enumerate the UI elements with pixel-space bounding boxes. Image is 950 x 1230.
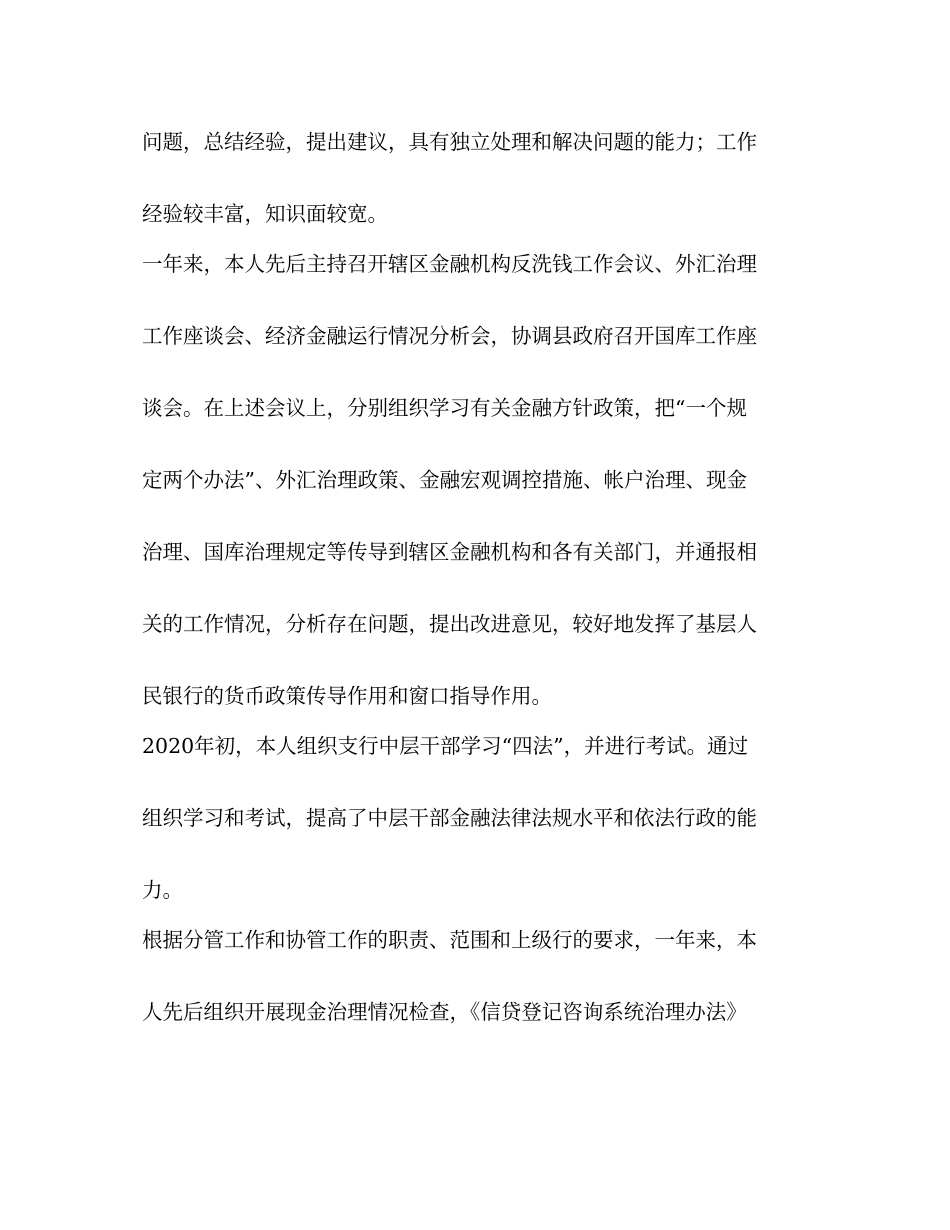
text-line-2: 经验较丰富，知识面较宽。: [142, 202, 388, 226]
text-line-1: 问题，总结经验，提出建议，具有独立处理和解决问题的能力；工作: [142, 130, 757, 154]
text-line-9: 民银行的货币政策传导作用和窗口指导作用。: [142, 684, 552, 708]
text-line-10: 2020年初，本人组织支行中层干部学习“四法”，并进行考试。通过: [142, 734, 749, 758]
text-line-8: 关的工作情况，分析存在问题，提出改进意见，较好地发挥了基层人: [142, 612, 757, 636]
text-line-4: 工作座谈会、经济金融运行情况分析会，协调县政府召开国库工作座: [142, 324, 757, 348]
text-line-14: 人先后组织开展现金治理情况检查，《信贷登记咨询系统治理办法》: [142, 1000, 747, 1024]
text-line-5: 谈会。在上述会议上，分别组织学习有关金融方针政策，把“一个规: [142, 396, 747, 420]
text-line-7: 治理、国库治理规定等传导到辖区金融机构和各有关部门，并通报相: [142, 540, 757, 564]
document-body: [142, 124, 802, 1030]
text-line-6: 定两个办法”、外汇治理政策、金融宏观调控措施、帐户治理、现金: [142, 468, 747, 492]
text-line-3: 一年来，本人先后主持召开辖区金融机构反洗钱工作会议、外汇治理: [142, 252, 757, 276]
text-line-13: 根据分管工作和协管工作的职责、范围和上级行的要求，一年来，本: [142, 928, 757, 952]
text-line-12: 力。: [142, 878, 183, 902]
text-line-11: 组织学习和考试，提高了中层干部金融法律法规水平和依法行政的能: [142, 806, 757, 830]
